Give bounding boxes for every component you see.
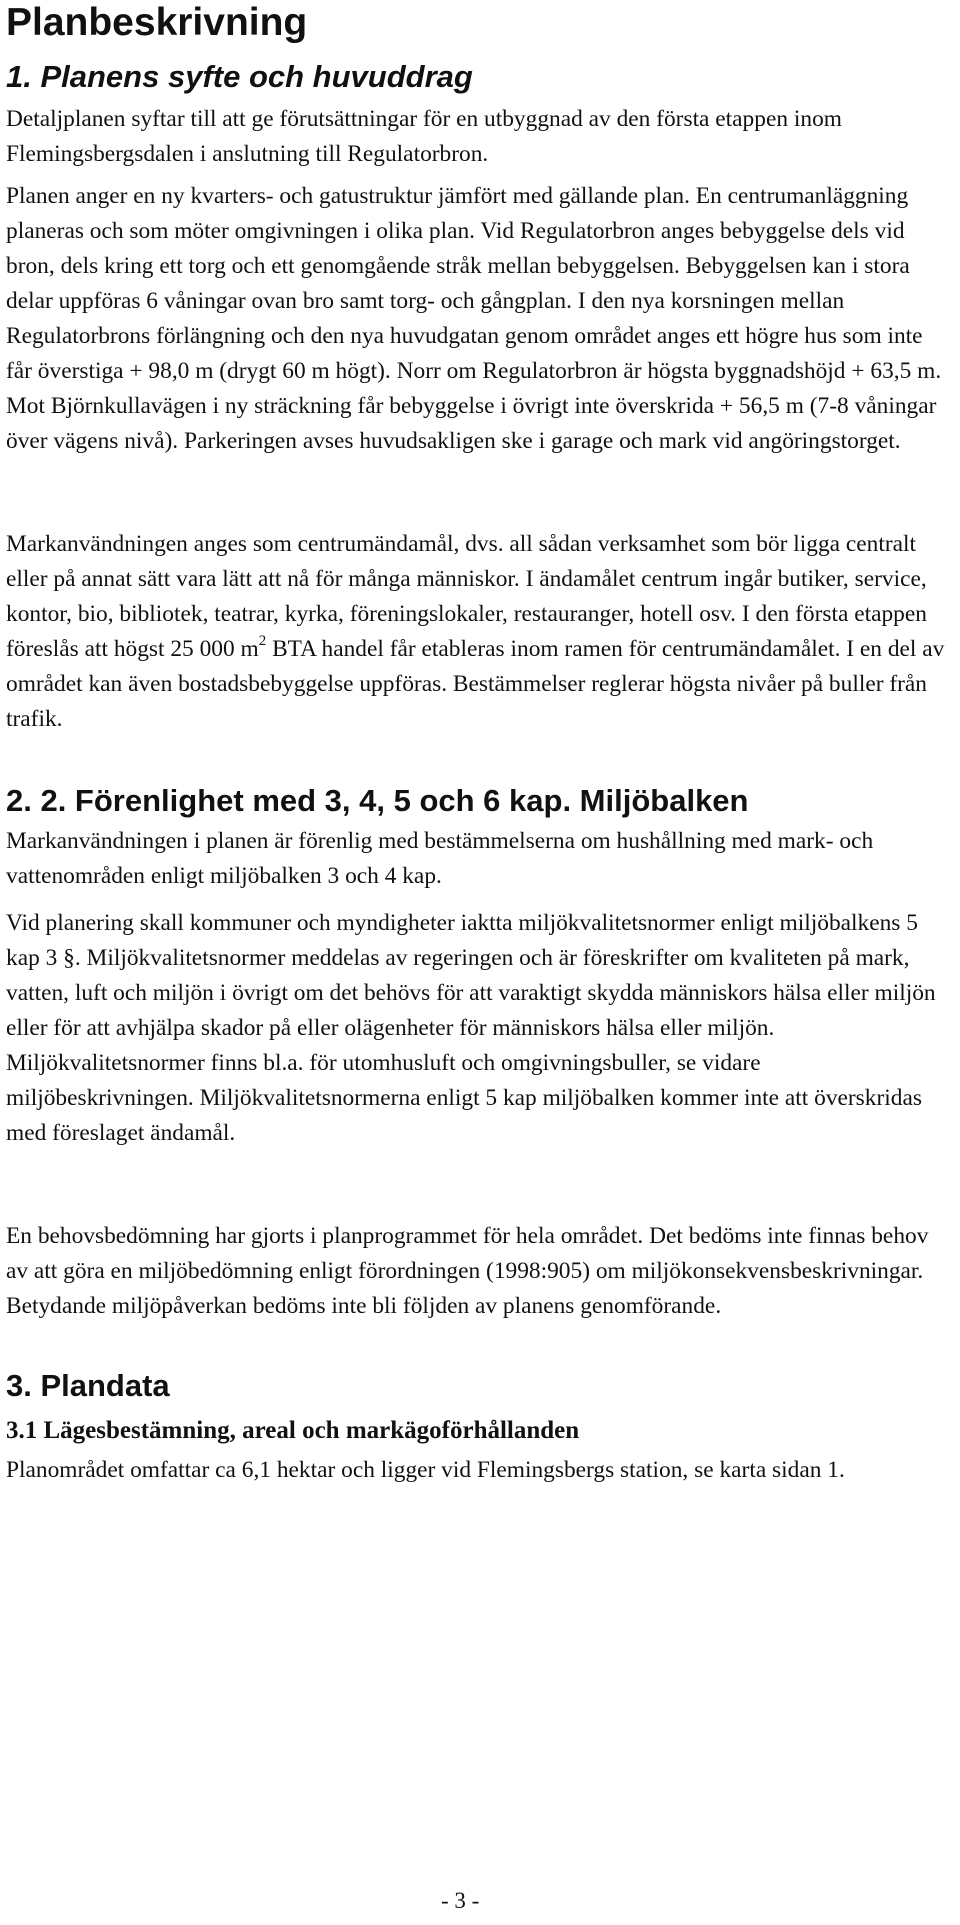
section-1-paragraph-1 <box>6 102 951 172</box>
section-1-paragraph-2 <box>6 179 951 459</box>
section-3-heading: 3. Plandata <box>6 1368 170 1403</box>
paragraph-text: Detaljplanen syftar till att ge förutsättningar för en utbyggnad av den första etappen inom Flemingsbergsdalen i anslutning till Regulatorbron. <box>6 106 842 167</box>
section-3-1-subheading: 3.1 Lägesbestämning, areal och markägoförhållanden <box>6 1417 580 1444</box>
paragraph-text: Planområdet omfattar ca 6,1 hektar och ligger vid Flemingsbergs station, se karta sidan 1. <box>6 1457 845 1483</box>
page-number: - 3 - <box>441 1888 480 1913</box>
section-1-heading: 1. Planens syfte och huvuddrag <box>6 59 473 94</box>
section-1-paragraph-3 <box>6 527 951 737</box>
paragraph-text-part: BTA handel får etableras inom ramen för centrumändamålet. I en del av området kan även bostadsbebyggelse uppföras. Bestämmelser reglerar högsta nivåer på buller från trafik. <box>6 636 945 732</box>
section-2-paragraph-3 <box>6 1219 951 1324</box>
paragraph-text <box>6 527 951 737</box>
section-3-paragraph-1 <box>6 1453 951 1488</box>
section-2-paragraph-2 <box>6 906 951 1151</box>
document-title: Planbeskrivning <box>6 1 308 44</box>
paragraph-text: Markanvändningen i planen är förenlig med bestämmelserna om hushållning med mark- och vattenområden enligt miljöbalken 3 och 4 kap. <box>6 828 874 889</box>
section-2-heading: 2. 2. Förenlighet med 3, 4, 5 och 6 kap. Miljöbalken <box>6 783 749 818</box>
paragraph-text: Vid planering skall kommuner och myndigheter iaktta miljökvalitetsnormer enligt miljöbalkens 5 kap 3 §. Miljökvalitetsnormer meddelas av regeringen och är föreskrifter om kvaliteten på mark, vatten, luft och miljön i övrigt om det behövs för att varaktigt skydda människors hälsa eller miljön eller för att avhjälpa skador på eller olägenheter för människors hälsa eller miljön. Miljökvalitetsnormer finns bl.a. för utomhusluft och omgivningsbuller, se vidare miljöbeskrivningen. Miljökvalitetsnormerna enligt 5 kap miljöbalken kommer inte att överskridas med föreslaget ändamål. <box>6 910 936 1146</box>
superscript: 2 <box>258 633 267 650</box>
paragraph-text: En behovsbedömning har gjorts i planprogrammet för hela området. Det bedöms inte finnas behov av att göra en miljöbedömning enligt förordningen (1998:905) om miljökonsekvensbeskrivningar. Betydande miljöpåverkan bedöms inte bli följden av planens genomförande. <box>6 1223 929 1319</box>
section-2-paragraph-1 <box>6 824 951 894</box>
paragraph-text-part: Markanvändningen anges som centrumändamål, dvs. all sådan verksamhet som bör ligga centralt eller på annat sätt vara lätt att nå för många människor. I ändamålet centrum ingår butiker, service, kontor, bio, bibliotek, teatrar, kyrka, föreningslokaler, restauranger, hotell osv. I den första etappen föreslås att högst 25 000 m <box>6 531 927 662</box>
paragraph-text: Planen anger en ny kvarters- och gatustruktur jämfört med gällande plan. En centrumanläggning planeras och som möter omgivningen i olika plan. Vid Regulatorbron anges bebyggelse dels vid bron, dels kring ett torg och ett genomgående stråk mellan bebyggelsen. Bebyggelsen kan i stora delar uppföras 6 våningar ovan bro samt torg- och gångplan. I den nya korsningen mellan Regulatorbrons förlängning och den nya huvudgatan genom området anges ett högre hus som inte får överstiga + 98,0 m (drygt 60 m högt). Norr om Regulatorbron är högsta byggnadshöjd + 63,5 m. Mot Björnkullavägen i ny sträckning får bebyggelse i övrigt inte överskrida + 56,5 m (7-8 våningar över vägens nivå). Parkeringen avses huvudsakligen ske i garage och mark vid angöringstorget. <box>6 183 942 454</box>
